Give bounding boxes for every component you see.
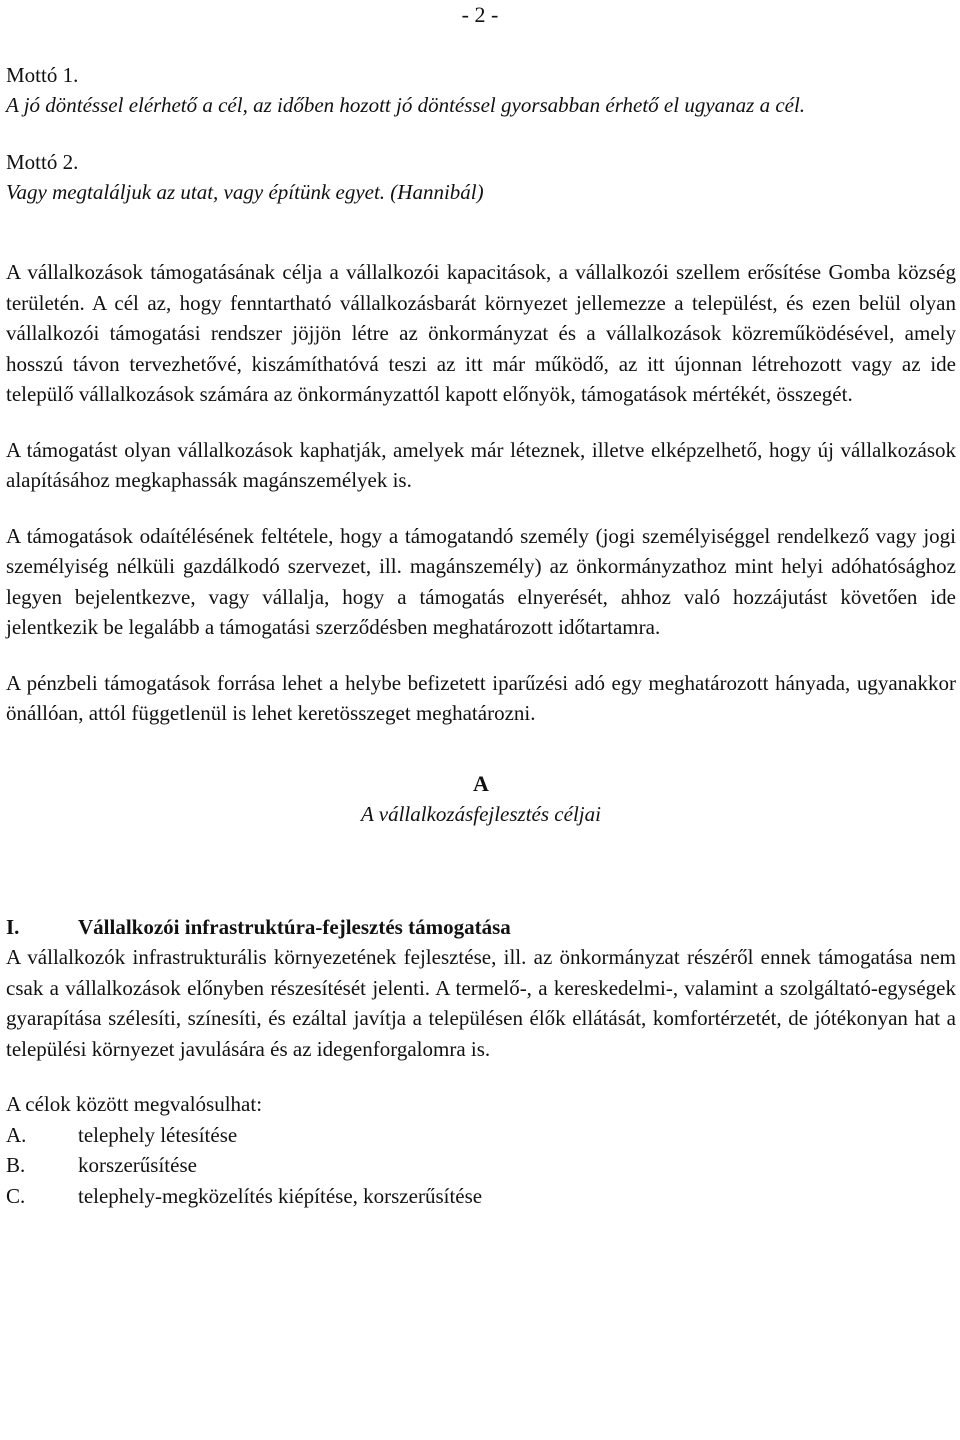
list-item-text: telephely-megközelítés kiépítése, korszerűsítése: [78, 1183, 483, 1208]
list-item-text: telephely létesítése: [78, 1122, 238, 1147]
list-item: [6, 1181, 956, 1212]
paragraph-conditions: A támogatások odaítélésének feltétele, hogy a támogatandó személy (jogi személyiséggel rendelkező vagy jogi személyiség nélküli gazdálkodó szervezet, ill. magánszemély) az önkormányzathoz mint helyi adóhatósághoz legyen bejelentkezve, vagy vállalja, hogy a támogatás elnyerését, ahhoz való hozzájutást követően ide jelentkezik be legalább a támogatási szerződésben meghatározott időtartamra.: [6, 523, 956, 639]
heading-title: Vállalkozói infrastruktúra-fejlesztés támogatása: [78, 914, 511, 939]
list-item-letter: B.: [6, 1153, 26, 1177]
heading: [6, 912, 956, 943]
motto1-text: A jó döntéssel elérhető a cél, az időben hozott jó döntéssel gyorsabban érhető el ugyanaz a cél.: [6, 93, 806, 117]
paragraph-funding: A pénzbeli támogatások forrása lehet a helybe befizetett iparűzési adó egy meghatározott hányada, ugyanakkor önállóan, attól függetlenül is lehet keretösszeget meghatározni.: [6, 670, 956, 725]
section-letter: A: [473, 770, 489, 796]
document-body: [6, 60, 956, 1211]
paragraph-eligibility: A támogatást olyan vállalkozások kaphatják, amelyek már léteznek, illetve elképzelhető, hogy új vállalkozások alapításához megkaphassák magánszemélyek is.: [6, 437, 956, 492]
section-title: A vállalkozásfejlesztés céljai: [361, 802, 601, 826]
page-number: - 2 -: [461, 2, 499, 27]
list-item-text: korszerűsítése: [78, 1153, 197, 1177]
list-item: [6, 1120, 956, 1151]
motto2-text: Vagy megtaláljuk az utat, vagy építünk egyet. (Hannibál): [6, 180, 484, 204]
paragraph-infrastructure: A vállalkozók infrastrukturális környezetének fejlesztése, ill. az önkormányzat részéről ennek támogatása nem csak a vállalkozások előnyben részesítését jelenti. A termelő-, a kereskedelmi-, valamint a szolgáltató-egységek gyarapítása szélesíti, színesíti, és ezáltal javítja a településen élők ellátását, komfortérzetét, de jótékonyan hat a települési környezet javulására és az idegenforgalomra is.: [6, 945, 956, 1061]
heading-number: I.: [6, 914, 20, 939]
motto1-title: Mottó 1.: [6, 63, 79, 87]
list-item-letter: C.: [6, 1183, 26, 1208]
list-item-letter: A.: [6, 1122, 27, 1147]
paragraph-goal: A vállalkozások támogatásának célja a vállalkozói kapacitások, a vállalkozói szellem erősítése Gomba község területén. A cél az, hogy fenntartható vállalkozásbarát környezet jellemezze a települést, és ezen belül olyan vállalkozói támogatási rendszer jöjjön létre az önkormányzat és a vállalkozások közreműködésével, amely hosszú távon tervezhetővé, kiszámíthatóvá teszi az itt már működő, az itt újonnan létrehozott vagy az ide települő vállalkozások számára az önkormányzattól kapott előnyök, támogatások mértékét, összegét.: [6, 260, 956, 406]
list-intro: A célok között megvalósulhat:: [6, 1092, 263, 1116]
motto2-title: Mottó 2.: [6, 150, 79, 174]
list-item: [6, 1150, 956, 1181]
